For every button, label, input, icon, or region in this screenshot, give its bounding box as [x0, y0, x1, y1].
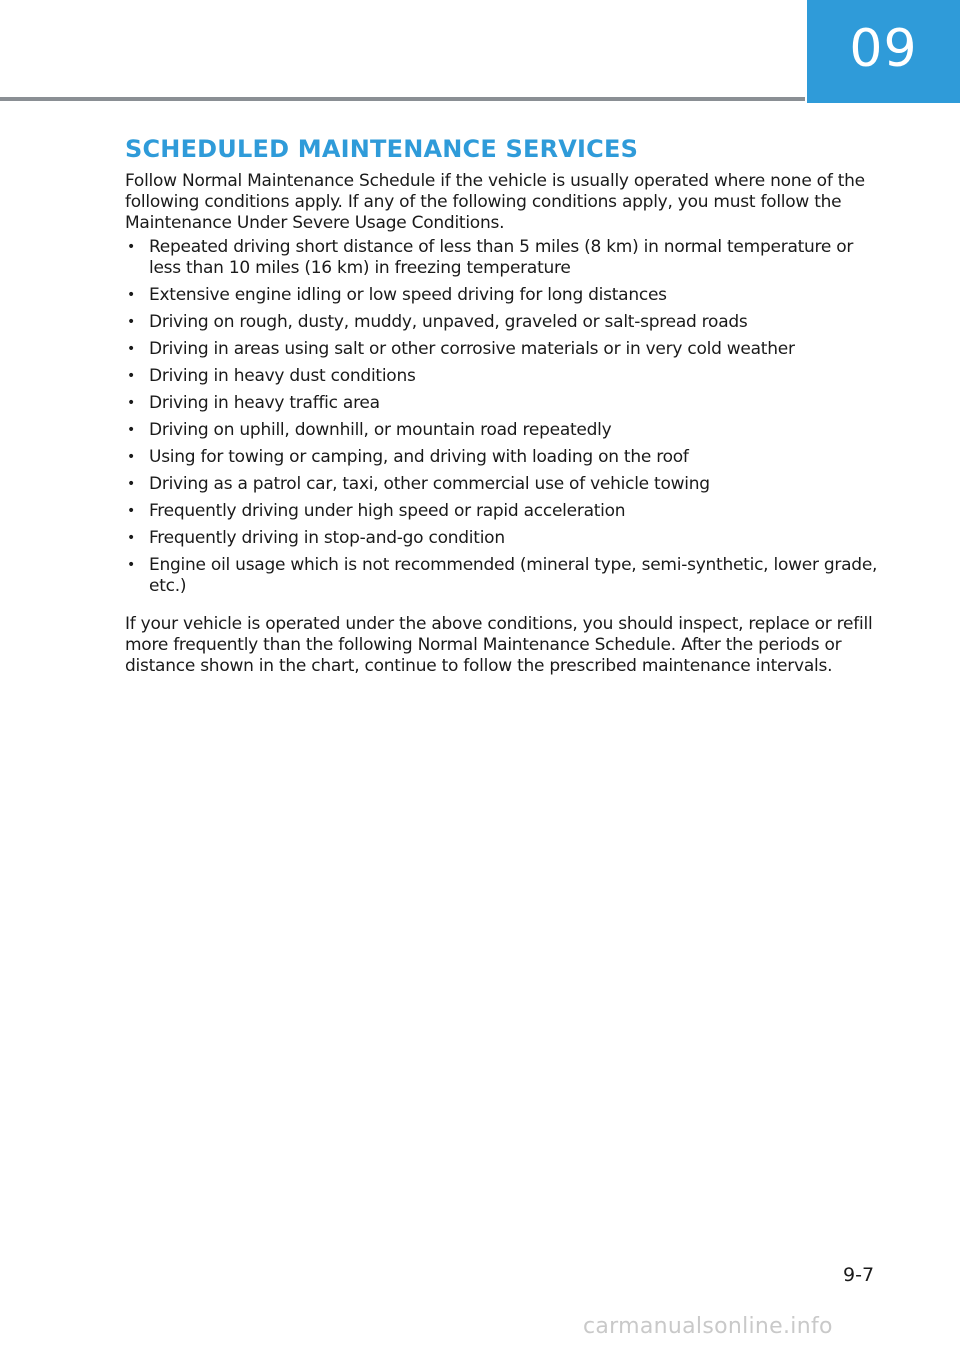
list-item-text: Driving in areas using salt or other corrosive materials or in very cold weather	[149, 338, 795, 359]
list-item-text: Driving as a patrol car, taxi, other commercial use of vehicle towing	[149, 473, 710, 494]
bullet-icon: •	[127, 394, 136, 411]
bullet-icon: •	[127, 529, 136, 546]
bullet-icon: •	[127, 313, 136, 330]
list-item-text: Driving on uphill, downhill, or mountain road repeatedly	[149, 419, 612, 440]
list-item	[125, 555, 890, 597]
list-item	[125, 474, 890, 495]
list-item-text: Repeated driving short distance of less than 5 miles (8 km) in normal temperature or less than 10 miles (16 km) in freezing temperature	[149, 236, 854, 278]
list-item	[125, 339, 890, 360]
list-item	[125, 501, 890, 522]
bullet-icon: •	[127, 367, 136, 384]
list-item	[125, 237, 890, 279]
list-item	[125, 393, 890, 414]
conditions-list	[125, 237, 890, 597]
list-item	[125, 366, 890, 387]
outro-paragraph: If your vehicle is operated under the above conditions, you should inspect, replace or refill more frequently than the following Normal Maintenance Schedule. After the periods or distance shown in the chart, continue to follow the prescribed maintenance intervals.	[125, 613, 873, 676]
bullet-icon: •	[127, 448, 136, 465]
bullet-icon: •	[127, 475, 136, 492]
page-number: 9-7	[843, 1264, 875, 1286]
intro-paragraph: Follow Normal Maintenance Schedule if the vehicle is usually operated where none of the following conditions apply. If any of the following conditions apply, you must follow the Maintenance Under Severe Usage Conditions.	[125, 170, 865, 233]
watermark-text: carmanualsonline.info	[583, 1314, 833, 1339]
list-item	[125, 312, 890, 333]
list-item	[125, 420, 890, 441]
list-item-text: Driving on rough, dusty, muddy, unpaved, graveled or salt-spread roads	[149, 311, 748, 332]
bullet-icon: •	[127, 238, 136, 255]
bullet-icon: •	[127, 556, 136, 573]
list-item-text: Engine oil usage which is not recommended (mineral type, semi-synthetic, lower grade, etc.)	[149, 554, 878, 596]
list-item-text: Driving in heavy dust conditions	[149, 365, 416, 386]
bullet-icon: •	[127, 340, 136, 357]
list-item	[125, 528, 890, 549]
page-content	[125, 136, 890, 677]
list-item	[125, 447, 890, 468]
header-divider	[0, 97, 805, 101]
list-item-text: Extensive engine idling or low speed driving for long distances	[149, 284, 667, 305]
bullet-icon: •	[127, 421, 136, 438]
list-item-text: Frequently driving under high speed or rapid acceleration	[149, 500, 626, 521]
section-title: SCHEDULED MAINTENANCE SERVICES	[125, 135, 639, 163]
list-item-text: Using for towing or camping, and driving with loading on the roof	[149, 446, 689, 467]
bullet-icon: •	[127, 502, 136, 519]
list-item-text: Driving in heavy traffic area	[149, 392, 380, 413]
chapter-number: 09	[849, 18, 918, 79]
chapter-tab	[807, 0, 960, 103]
list-item	[125, 285, 890, 306]
list-item-text: Frequently driving in stop-and-go condition	[149, 527, 505, 548]
bullet-icon: •	[127, 286, 136, 303]
